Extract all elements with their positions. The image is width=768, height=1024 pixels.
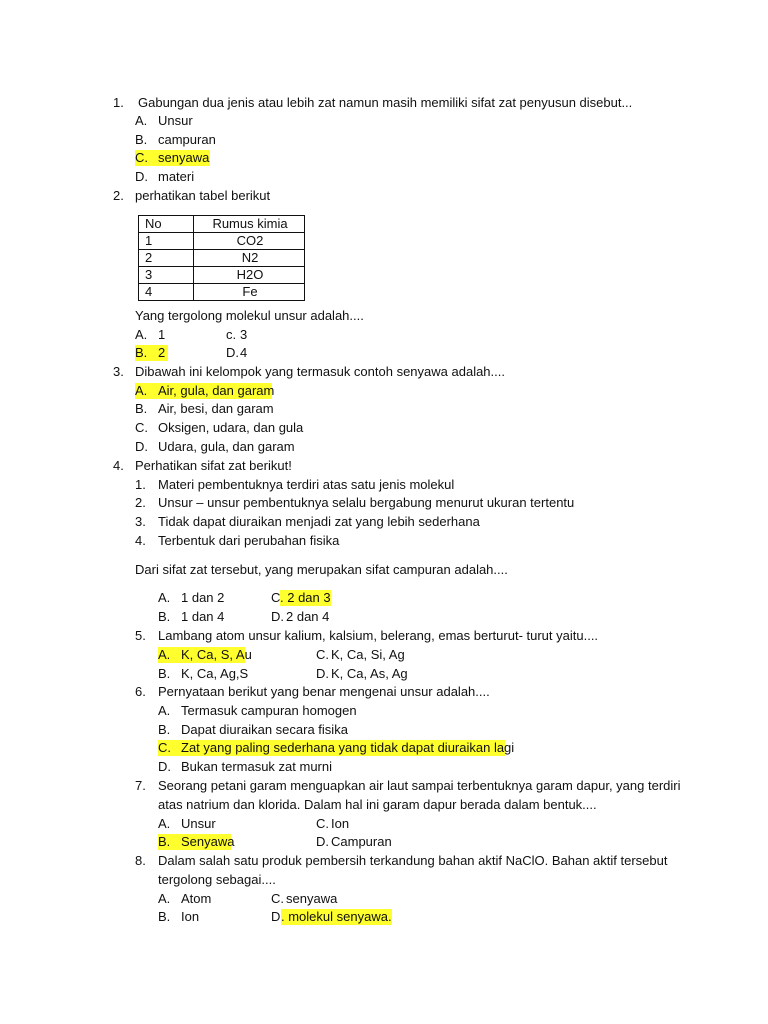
question-prompt: Dari sifat zat tersebut, yang merupakan sifat campuran adalah.... bbox=[135, 562, 508, 577]
option-text: Senyawa bbox=[181, 834, 235, 849]
option-letter: A. bbox=[158, 647, 171, 662]
option-letter: A. bbox=[135, 383, 148, 398]
question-number: 1. bbox=[113, 95, 124, 110]
statement-number: 2. bbox=[135, 495, 146, 510]
option-text: senyawa bbox=[286, 891, 338, 906]
question-number: 4. bbox=[113, 458, 124, 473]
option-text: Unsur bbox=[181, 816, 216, 831]
option-letter: C bbox=[271, 590, 281, 605]
table-cell: 4 bbox=[139, 284, 194, 301]
option-letter: B. bbox=[158, 609, 171, 624]
answer-highlight bbox=[135, 345, 168, 361]
option-text: Ion bbox=[331, 816, 350, 831]
statement-number: 4. bbox=[135, 533, 146, 548]
answer-highlight bbox=[135, 150, 210, 166]
option-letter: D. bbox=[316, 666, 329, 681]
option-letter: C. bbox=[135, 420, 148, 435]
option-letter: B. bbox=[158, 666, 171, 681]
option-text: campuran bbox=[158, 132, 216, 147]
answer-highlight bbox=[158, 647, 252, 663]
option-letter: A. bbox=[135, 327, 148, 342]
option-text: 1 dan 2 bbox=[181, 590, 225, 605]
chemical-formula-table bbox=[138, 215, 305, 301]
option-letter: A. bbox=[158, 816, 171, 831]
answer-highlight bbox=[135, 383, 275, 399]
question-text: Seorang petani garam menguapkan air laut sampai terbentuknya garam dapur, yang terdiri bbox=[158, 778, 681, 793]
option-letter: B. bbox=[135, 345, 148, 360]
option-letter: C. bbox=[316, 816, 329, 831]
option-letter: D. bbox=[135, 439, 148, 454]
question-text: Dalam salah satu produk pembersih terkandung bahan aktif NaClO. Bahan aktif tersebut bbox=[158, 853, 668, 868]
table-cell: N2 bbox=[194, 250, 305, 267]
option-text: Bukan termasuk zat murni bbox=[181, 759, 333, 774]
option-letter: c. bbox=[226, 327, 237, 342]
question-text: perhatikan tabel berikut bbox=[135, 188, 271, 203]
option-text: Udara, gula, dan garam bbox=[158, 439, 295, 454]
option-text: 2 bbox=[158, 345, 166, 360]
option-text: Ion bbox=[181, 909, 200, 924]
statement-number: 3. bbox=[135, 514, 146, 529]
option-letter: D. bbox=[316, 834, 329, 849]
table-header-row bbox=[139, 216, 305, 233]
option-letter: C. bbox=[316, 647, 329, 662]
table-header: Rumus kimia bbox=[194, 216, 305, 233]
option-text: 4 bbox=[240, 345, 248, 360]
question-text: Dibawah ini kelompok yang termasuk contoh senyawa adalah.... bbox=[135, 364, 505, 379]
option-text: Termasuk campuran homogen bbox=[181, 703, 357, 718]
table-row bbox=[139, 233, 305, 250]
option-text: Oksigen, udara, dan gula bbox=[158, 420, 304, 435]
question-number: 7. bbox=[135, 778, 146, 793]
option-letter: A. bbox=[158, 891, 171, 906]
option-text: senyawa bbox=[158, 150, 210, 165]
option-text: K, Ca, As, Ag bbox=[331, 666, 408, 681]
option-text: K, Ca, Ag,S bbox=[181, 666, 249, 681]
option-letter: B. bbox=[158, 909, 171, 924]
statement-text: Tidak dapat diuraikan menjadi zat yang lebih sederhana bbox=[158, 514, 480, 529]
option-letter: B. bbox=[135, 132, 148, 147]
option-text: 2 dan 4 bbox=[286, 609, 330, 624]
option-letter: C. bbox=[158, 740, 171, 755]
statement-text: Terbentuk dari perubahan fisika bbox=[158, 533, 340, 548]
question-number: 2. bbox=[113, 188, 124, 203]
option-letter: D bbox=[271, 909, 281, 924]
question-text: Perhatikan sifat zat berikut! bbox=[135, 458, 292, 473]
statement-number: 1. bbox=[135, 477, 146, 492]
answer-highlight: . 2 dan 3 bbox=[280, 590, 331, 605]
option-text: Unsur bbox=[158, 113, 193, 128]
option-text: materi bbox=[158, 169, 195, 184]
option-text: 1 bbox=[158, 327, 166, 342]
option-text: 1 dan 4 bbox=[181, 609, 225, 624]
option-letter: D. bbox=[158, 759, 171, 774]
table-row bbox=[139, 284, 305, 301]
option-letter: C. bbox=[271, 891, 284, 906]
option-letter: B. bbox=[135, 401, 148, 416]
answer-highlight: . molekul senyawa. bbox=[281, 909, 392, 924]
statement-text: Materi pembentuknya terdiri atas satu jenis molekul bbox=[158, 477, 455, 492]
table-row bbox=[139, 250, 305, 267]
option-letter: B. bbox=[158, 834, 171, 849]
question-number: 3. bbox=[113, 364, 124, 379]
question-text: Gabungan dua jenis atau lebih zat namun masih memiliki sifat zat penyusun disebut... bbox=[138, 95, 633, 110]
answer-highlight bbox=[158, 740, 515, 756]
option-text: Air, gula, dan garam bbox=[158, 383, 275, 398]
question-text: Lambang atom unsur kalium, kalsium, belerang, emas berturut- turut yaitu.... bbox=[158, 628, 599, 643]
table-cell: CO2 bbox=[194, 233, 305, 250]
option-letter: D. bbox=[271, 609, 284, 624]
option-text: Air, besi, dan garam bbox=[158, 401, 274, 416]
question-number: 5. bbox=[135, 628, 146, 643]
question-text: atas natrium dan klorida. Dalam hal ini garam dapur berada dalam bentuk.... bbox=[158, 797, 597, 812]
question-number: 8. bbox=[135, 853, 146, 868]
option-letter: D. bbox=[226, 345, 239, 360]
table-cell: H2O bbox=[194, 267, 305, 284]
question-text: tergolong sebagai.... bbox=[158, 872, 276, 887]
option-text: K, Ca, S, Au bbox=[181, 647, 252, 662]
statement-text: Unsur – unsur pembentuknya selalu bergabung menurut ukuran tertentu bbox=[158, 495, 575, 510]
option-text: Zat yang paling sederhana yang tidak dapat diuraikan lagi bbox=[181, 740, 515, 755]
option-letter: A. bbox=[158, 703, 171, 718]
option-text: K, Ca, Si, Ag bbox=[331, 647, 405, 662]
option-letter: D. bbox=[135, 169, 148, 184]
option-text: 3 bbox=[240, 327, 248, 342]
option-letter: C. bbox=[135, 150, 148, 165]
table-header: No bbox=[139, 216, 194, 233]
option-letter: B. bbox=[158, 722, 171, 737]
option-letter: A. bbox=[135, 113, 148, 128]
table-cell: 2 bbox=[139, 250, 194, 267]
option-letter: A. bbox=[158, 590, 171, 605]
option-text: Dapat diuraikan secara fisika bbox=[181, 722, 348, 737]
option-text: Campuran bbox=[331, 834, 392, 849]
option-text: Atom bbox=[181, 891, 212, 906]
table-cell: 3 bbox=[139, 267, 194, 284]
question-number: 6. bbox=[135, 684, 146, 699]
question-prompt: Yang tergolong molekul unsur adalah.... bbox=[135, 308, 364, 323]
answer-highlight bbox=[158, 834, 235, 850]
table-cell: 1 bbox=[139, 233, 194, 250]
table-cell: Fe bbox=[194, 284, 305, 301]
table-row bbox=[139, 267, 305, 284]
question-text: Pernyataan berikut yang benar mengenai unsur adalah.... bbox=[158, 684, 490, 699]
